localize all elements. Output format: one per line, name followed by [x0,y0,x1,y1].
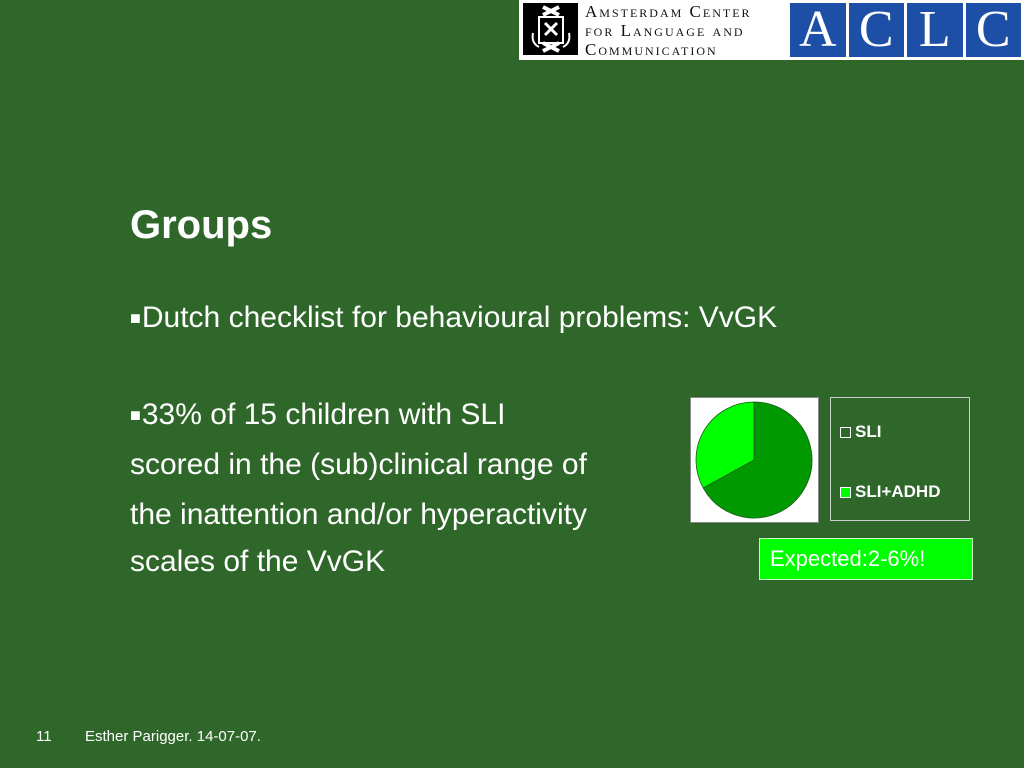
bullet-2-line-2: scored in the (sub)clinical range of [130,448,587,481]
legend-label-sli: SLI [855,422,882,441]
expected-note: Expected:2-6%! [759,538,973,580]
bullet-1 [130,300,777,336]
aclc-letter-c1: C [849,3,905,57]
slide-title: Groups [130,203,273,247]
chart-legend [830,397,970,521]
bullet-marker-1: ■ [130,308,141,328]
acc-wordmark [585,2,785,59]
bullet-2-text: 33% of 15 children with SLI [141,398,506,431]
aclc-letter-a: A [790,3,846,57]
acc-line-3: Communication [585,40,718,59]
acc-line-2: for Language and [585,21,745,40]
header-logo-bar [519,0,1024,60]
acc-line-1: Amsterdam Center [585,2,752,21]
footer-author-date: Esther Parigger. 14-07-07. [85,728,261,745]
aclc-logo [790,3,1021,57]
pie-chart-frame [690,397,819,523]
legend-label-sli-adhd: SLI+ADHD [855,482,941,501]
legend-item-sli [840,422,881,442]
bullet-2 [130,397,505,433]
legend-swatch-sli [840,427,851,438]
bullet-2-line-4: scales of the VvGK [130,545,386,578]
bullet-marker-2: ■ [130,405,141,425]
bullet-2-line-3: the inattention and/or hyperactivity [130,498,587,531]
uva-logo [523,3,578,55]
page-number: 11 [36,728,52,745]
bullet-1-text: Dutch checklist for behavioural problems: VvGK [141,301,778,334]
legend-swatch-sli-adhd [840,487,851,498]
aclc-letter-c2: C [966,3,1022,57]
legend-item-sli-adhd [840,482,940,502]
aclc-letter-l: L [907,3,963,57]
pie-chart [691,398,818,522]
